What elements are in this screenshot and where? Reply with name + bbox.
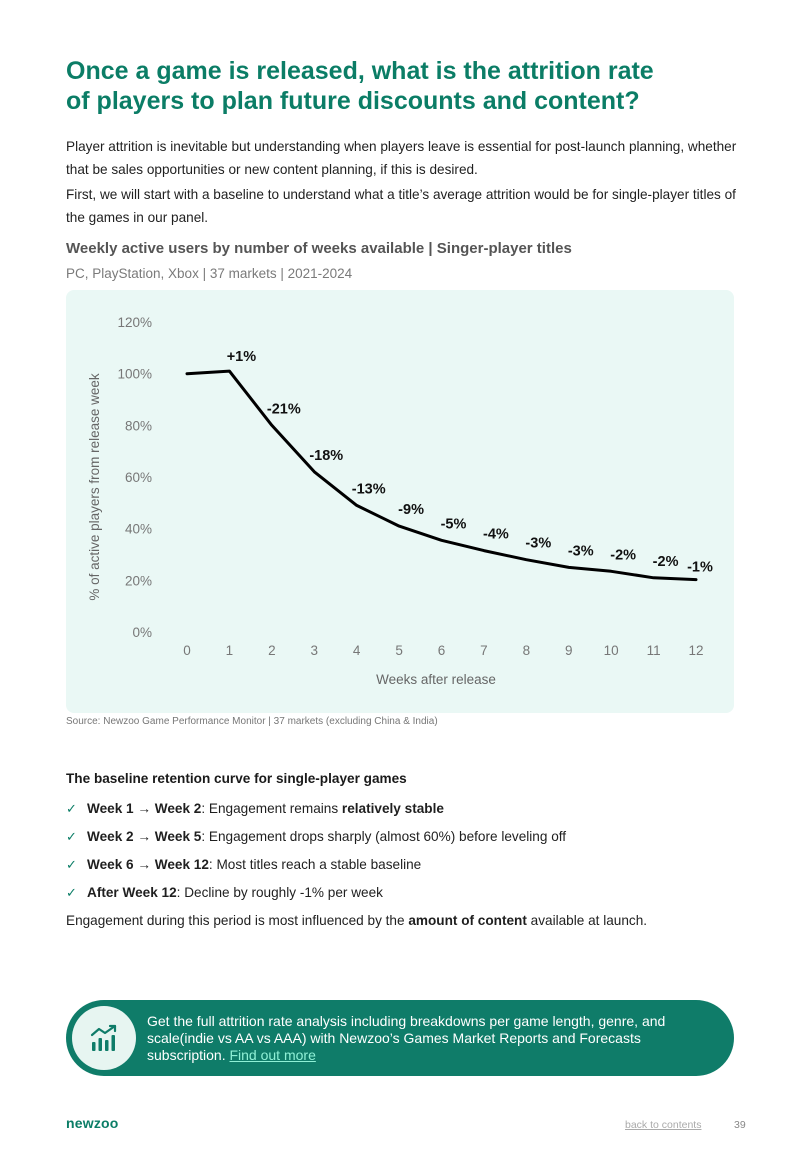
data-label: -21% (266, 401, 301, 418)
x-tick-label: 1 (225, 643, 234, 658)
x-tick-label: 9 (564, 643, 573, 658)
x-axis-label: Weeks after release (376, 672, 496, 687)
y-tick-label: 100% (117, 366, 152, 382)
x-tick-label: 8 (522, 643, 531, 658)
list-item-bold: After Week 12 (87, 885, 177, 900)
y-tick-label: 20% (124, 573, 152, 589)
check-icon: ✓ (66, 801, 77, 816)
x-tick-label: 12 (688, 643, 704, 658)
x-tick-label: 7 (480, 643, 488, 658)
intro-paragraph-2: First, we will start with a baseline to understand what a title’s average attrition would be for single-player titles of the games in our panel. (66, 187, 736, 225)
data-label: -13% (351, 481, 386, 498)
x-tick-label: 2 (268, 643, 276, 658)
intro-paragraph-1: Player attrition is inevitable but understanding when players leave is essential for post-launch planning, whether that be sales opportunities or new content planning, if this is desired. (66, 139, 737, 177)
cta-text (147, 1013, 707, 1064)
list-item (66, 853, 566, 881)
x-tick-label: 3 (310, 643, 319, 658)
data-label: -4% (483, 526, 509, 543)
check-icon: ✓ (66, 857, 77, 872)
x-tick-label: 10 (603, 643, 619, 658)
closing-text-start: Engagement during this period is most influenced by the (66, 913, 409, 928)
chart-panel (66, 290, 734, 713)
y-tick-label: 40% (124, 521, 152, 537)
list-item (66, 825, 566, 853)
data-label: -2% (610, 547, 637, 564)
line-chart (66, 290, 734, 713)
data-label: -1% (687, 559, 713, 576)
y-tick-label: 120% (117, 315, 152, 330)
y-tick-label: 0% (132, 625, 152, 640)
x-tick-label: 0 (183, 643, 191, 658)
list-item-bold: Week 6 → Week 12 (87, 857, 209, 872)
data-label: -2% (652, 553, 679, 570)
data-label: +1% (226, 349, 257, 366)
x-tick-label: 6 (437, 643, 446, 658)
closing-text-bold: amount of content (408, 913, 527, 928)
retention-heading: The baseline retention curve for single-player games (66, 771, 407, 786)
check-icon: ✓ (66, 829, 77, 844)
y-tick-label: 80% (124, 418, 152, 434)
cta-banner (66, 1000, 734, 1076)
page-number: 39 (734, 1119, 746, 1131)
data-label: -3% (525, 535, 552, 552)
list-item-text: : Engagement remains (201, 801, 342, 816)
page-title-line-2: of players to plan future discounts and content? (66, 87, 640, 115)
y-axis-label: % of active players from release week (87, 373, 102, 601)
closing-paragraph (66, 909, 647, 933)
data-label: -5% (440, 516, 467, 533)
data-label: -9% (398, 502, 424, 519)
chart-subtitle: PC, PlayStation, Xbox | 37 markets | 2021-2024 (66, 266, 353, 281)
x-tick-label: 4 (352, 643, 361, 658)
list-item (66, 881, 566, 909)
list-item-text: : Most titles reach a stable baseline (208, 857, 422, 872)
data-label: -3% (567, 543, 594, 560)
list-item-text: : Engagement drops sharply (almost 60%) before leveling off (201, 829, 567, 844)
bar-chart-trend-icon (90, 1024, 118, 1052)
retention-list (66, 797, 566, 909)
y-tick-label: 60% (124, 470, 152, 485)
x-tick-label: 5 (395, 643, 403, 658)
cta-body: Get the full attrition rate analysis including breakdowns per game length, genre, and scale(indie vs AA vs AAA) with Newzoo’s Games Market Reports and Forecasts subscription. (147, 1013, 666, 1063)
chart-title: Weekly active users by number of weeks available | Singer-player titles (66, 240, 572, 257)
find-out-more-link[interactable]: Find out more (229, 1047, 316, 1063)
list-item-bold-2: relatively stable (341, 801, 444, 816)
check-icon: ✓ (66, 885, 77, 900)
newzoo-logo[interactable]: newzoo (66, 1115, 119, 1131)
list-item-bold: Week 2 → Week 5 (87, 829, 202, 844)
x-tick-label: 11 (646, 643, 661, 658)
list-item (66, 797, 566, 825)
list-item-text: : Decline by roughly -1% per week (176, 885, 383, 900)
chart-source: Source: Newzoo Game Performance Monitor | 37 markets (excluding China & India) (66, 716, 438, 727)
data-label: -18% (309, 447, 344, 464)
list-item-bold: Week 1 → Week 2 (87, 801, 202, 816)
page-title-line-1: Once a game is released, what is the attrition rate (66, 57, 654, 85)
back-to-contents-link[interactable]: back to contents (625, 1119, 702, 1131)
page-title (66, 56, 746, 116)
closing-text-end: available at launch. (526, 913, 648, 928)
cta-icon-badge (72, 1006, 136, 1070)
